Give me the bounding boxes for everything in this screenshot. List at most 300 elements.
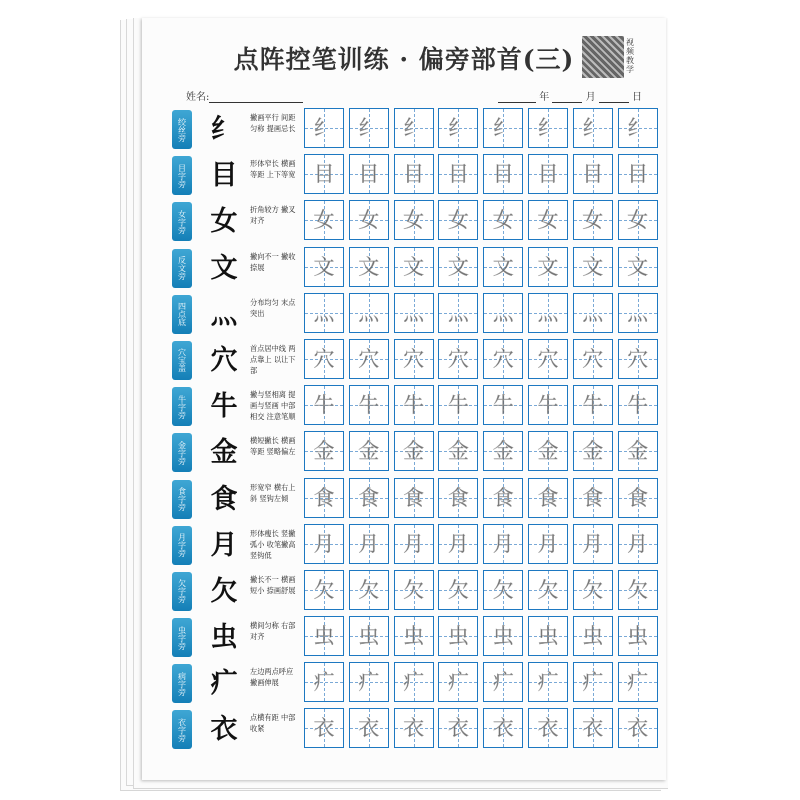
dotted-trace-glyph: 月 [537, 531, 559, 556]
tracing-cell[interactable] [349, 108, 389, 148]
tracing-cell[interactable] [304, 108, 344, 148]
dotted-trace-glyph: 月 [492, 531, 514, 556]
tracing-cell[interactable] [618, 154, 658, 194]
dotted-trace-glyph: 衣 [313, 716, 335, 741]
dotted-trace-glyph: 女 [582, 208, 604, 233]
tracing-cell[interactable] [304, 154, 344, 194]
tracing-cell[interactable] [618, 662, 658, 702]
tracing-cell[interactable] [573, 247, 613, 287]
dotted-trace-glyph: 女 [447, 208, 469, 233]
dotted-trace-glyph: 文 [403, 254, 425, 279]
dotted-trace-glyph: 纟 [358, 116, 380, 140]
dotted-trace-glyph: 金 [492, 439, 514, 464]
page-title: 点阵控笔训练 · 偏旁部首(三) [233, 45, 575, 74]
dotted-trace-glyph: 女 [403, 208, 425, 233]
dotted-trace-glyph: 纟 [627, 116, 649, 140]
radical-name-badge: 食字旁 [172, 480, 192, 519]
tracing-cell[interactable] [528, 431, 568, 471]
dotted-trace-glyph: 灬 [358, 300, 380, 325]
tracing-cell[interactable] [394, 524, 434, 564]
dotted-trace-glyph: 灬 [403, 300, 425, 325]
tracing-cell[interactable] [349, 247, 389, 287]
tracing-cell[interactable] [528, 339, 568, 379]
dotted-trace-glyph: 纟 [403, 116, 425, 140]
name-field[interactable] [186, 88, 303, 103]
dotted-trace-glyph: 穴 [447, 346, 469, 371]
tracing-cell[interactable] [349, 616, 389, 656]
tracing-cell[interactable] [528, 247, 568, 287]
tracing-cell[interactable] [438, 385, 478, 425]
tracing-cell[interactable] [394, 154, 434, 194]
name-line[interactable] [209, 93, 303, 103]
tracing-cell[interactable] [304, 200, 344, 240]
practice-row [168, 569, 649, 615]
dotted-trace-glyph: 目 [492, 162, 514, 187]
tracing-cells [304, 524, 662, 564]
dotted-trace-glyph: 牛 [492, 393, 514, 418]
writing-tip: 形宽窄 横右上斜 竖钩左倾 [250, 482, 296, 503]
tracing-cell[interactable] [394, 247, 434, 287]
tracing-cell[interactable] [618, 200, 658, 240]
tracing-cell[interactable] [438, 247, 478, 287]
tracing-cell[interactable] [304, 524, 344, 564]
dotted-trace-glyph: 纟 [492, 116, 514, 140]
dotted-trace-glyph: 牛 [537, 393, 559, 418]
radical-name-badge: 月字旁 [172, 526, 192, 565]
tracing-cell[interactable] [528, 616, 568, 656]
writing-tip: 形体瘦长 竖撇弧小 收笔撇高 竖钩低 [250, 528, 296, 560]
tracing-cell[interactable] [618, 293, 658, 333]
dotted-trace-glyph: 虫 [403, 624, 425, 649]
tracing-cell[interactable] [349, 339, 389, 379]
radical-name-badge: 四点底 [172, 295, 192, 334]
writing-tip: 撇长不一 横画短小 捺画舒展 [250, 574, 296, 595]
dotted-trace-glyph: 衣 [537, 716, 559, 741]
radical-name-badge: 绞丝旁 [172, 110, 192, 149]
radical-name-badge: 穴宝盖 [172, 341, 192, 380]
tracing-cells [304, 570, 662, 610]
practice-row [168, 707, 649, 753]
tracing-cell[interactable] [573, 662, 613, 702]
dotted-trace-glyph: 食 [582, 485, 604, 510]
practice-row [168, 477, 649, 523]
dotted-trace-glyph: 疒 [492, 670, 514, 695]
practice-row [168, 661, 649, 707]
tracing-cell[interactable] [304, 247, 344, 287]
tracing-cell[interactable] [349, 293, 389, 333]
dotted-trace-glyph: 金 [582, 439, 604, 464]
dotted-trace-glyph: 食 [447, 485, 469, 510]
radical-name-badge: 牛字旁 [172, 387, 192, 426]
tracing-cell[interactable] [573, 431, 613, 471]
practice-row [168, 384, 649, 430]
tracing-cell[interactable] [573, 108, 613, 148]
tracing-cell[interactable] [573, 339, 613, 379]
writing-tip: 分布均匀 末点突出 [250, 297, 296, 318]
dotted-trace-glyph: 穴 [313, 346, 335, 371]
dotted-trace-glyph: 女 [358, 208, 380, 233]
dotted-trace-glyph: 目 [403, 162, 425, 187]
tracing-cell[interactable] [483, 385, 523, 425]
date-field[interactable] [498, 88, 642, 103]
dotted-trace-glyph: 牛 [358, 393, 380, 418]
tracing-cell[interactable] [304, 616, 344, 656]
tracing-cells [304, 708, 662, 748]
tracing-cell[interactable] [483, 478, 523, 518]
tracing-cell[interactable] [394, 385, 434, 425]
tracing-cell[interactable] [483, 339, 523, 379]
dotted-trace-glyph: 穴 [403, 346, 425, 371]
tracing-cell[interactable] [438, 570, 478, 610]
tracing-cells [304, 154, 662, 194]
practice-row [168, 615, 649, 661]
practice-row [168, 153, 649, 199]
dotted-trace-glyph: 疒 [582, 670, 604, 695]
dotted-trace-glyph: 牛 [582, 393, 604, 418]
name-label: 姓名: [186, 92, 210, 103]
dotted-trace-glyph: 疒 [447, 670, 469, 695]
tracing-cell[interactable] [483, 524, 523, 564]
dotted-trace-glyph: 疒 [537, 670, 559, 695]
dotted-trace-glyph: 灬 [537, 300, 559, 325]
dotted-trace-glyph: 文 [582, 254, 604, 279]
dotted-trace-glyph: 穴 [582, 346, 604, 371]
writing-tip: 横间匀称 右部对齐 [250, 621, 296, 642]
dotted-trace-glyph: 虫 [627, 624, 649, 649]
tracing-cells [304, 339, 662, 379]
dotted-trace-glyph: 目 [627, 162, 649, 187]
dotted-trace-glyph: 疒 [627, 670, 649, 695]
tracing-cell[interactable] [438, 616, 478, 656]
tracing-cell[interactable] [618, 431, 658, 471]
tracing-cell[interactable] [573, 570, 613, 610]
tracing-cell[interactable] [394, 200, 434, 240]
radical-name-badge: 女字旁 [172, 202, 192, 241]
dotted-trace-glyph: 目 [537, 162, 559, 187]
tracing-cell[interactable] [438, 524, 478, 564]
tracing-cell[interactable] [618, 247, 658, 287]
model-character: 女 [210, 206, 238, 238]
month-label: 月 [585, 92, 596, 103]
year-line[interactable] [498, 93, 536, 103]
qr-label: 视频教学 [626, 38, 634, 74]
tracing-cells [304, 662, 662, 702]
model-character: 灬 [210, 298, 238, 330]
dotted-trace-glyph: 衣 [447, 716, 469, 741]
dotted-trace-glyph: 衣 [492, 716, 514, 741]
tracing-cell[interactable] [573, 293, 613, 333]
tracing-cell[interactable] [618, 108, 658, 148]
tracing-cell[interactable] [528, 200, 568, 240]
day-label: 日 [631, 92, 642, 103]
dotted-trace-glyph: 虫 [537, 624, 559, 649]
practice-row [168, 292, 649, 338]
dotted-trace-glyph: 女 [627, 208, 649, 233]
tracing-cell[interactable] [394, 570, 434, 610]
tracing-cell[interactable] [394, 108, 434, 148]
tracing-cell[interactable] [349, 708, 389, 748]
dotted-trace-glyph: 文 [447, 254, 469, 279]
tracing-cell[interactable] [394, 616, 434, 656]
tracing-cell[interactable] [438, 478, 478, 518]
tracing-cell[interactable] [304, 478, 344, 518]
tracing-cell[interactable] [483, 616, 523, 656]
dotted-trace-glyph: 食 [403, 485, 425, 510]
tracing-cells [304, 108, 662, 148]
tracing-cell[interactable] [349, 570, 389, 610]
dotted-trace-glyph: 金 [313, 439, 335, 464]
dotted-trace-glyph: 女 [313, 208, 335, 233]
dotted-trace-glyph: 疒 [403, 670, 425, 695]
dotted-trace-glyph: 文 [537, 254, 559, 279]
dotted-trace-glyph: 牛 [627, 393, 649, 418]
writing-tip: 横短撇长 横画等距 竖略偏左 [250, 436, 296, 457]
dotted-trace-glyph: 衣 [403, 716, 425, 741]
tracing-cell[interactable] [349, 385, 389, 425]
tracing-cell[interactable] [528, 293, 568, 333]
model-character: 穴 [210, 344, 238, 376]
model-character: 虫 [210, 622, 238, 654]
tracing-cell[interactable] [304, 293, 344, 333]
tracing-cell[interactable] [483, 247, 523, 287]
dotted-trace-glyph: 文 [358, 254, 380, 279]
tracing-cell[interactable] [349, 431, 389, 471]
radical-name-badge: 金字旁 [172, 433, 192, 472]
tracing-cell[interactable] [394, 662, 434, 702]
month-line[interactable] [552, 93, 582, 103]
tracing-cell[interactable] [304, 431, 344, 471]
tracing-cell[interactable] [394, 293, 434, 333]
tracing-cell[interactable] [528, 154, 568, 194]
tracing-cell[interactable] [438, 154, 478, 194]
tracing-cell[interactable] [618, 385, 658, 425]
tracing-cell[interactable] [483, 570, 523, 610]
model-character: 欠 [210, 575, 238, 607]
tracing-cell[interactable] [349, 524, 389, 564]
tracing-cells [304, 385, 662, 425]
practice-row [168, 523, 649, 569]
writing-tip: 点横有距 中部收紧 [250, 713, 296, 734]
writing-tip: 首点居中线 两点靠上 以让下部 [250, 343, 296, 375]
radical-name-badge: 目字旁 [172, 156, 192, 195]
tracing-cell[interactable] [618, 339, 658, 379]
tracing-cell[interactable] [394, 431, 434, 471]
dotted-trace-glyph: 女 [537, 208, 559, 233]
radical-name-badge: 欠字旁 [172, 572, 192, 611]
tracing-cell[interactable] [528, 478, 568, 518]
tracing-cell[interactable] [304, 385, 344, 425]
tracing-cell[interactable] [483, 200, 523, 240]
tracing-cell[interactable] [528, 662, 568, 702]
dotted-trace-glyph: 金 [403, 439, 425, 464]
practice-row [168, 107, 649, 153]
tracing-cell[interactable] [618, 524, 658, 564]
model-character: 月 [210, 529, 238, 561]
dotted-trace-glyph: 灬 [627, 300, 649, 325]
tracing-cell[interactable] [618, 708, 658, 748]
tracing-cell[interactable] [438, 200, 478, 240]
dotted-trace-glyph: 虫 [447, 624, 469, 649]
tracing-cell[interactable] [394, 339, 434, 379]
dotted-trace-glyph: 灬 [313, 300, 335, 325]
dotted-trace-glyph: 牛 [313, 393, 335, 418]
model-character: 目 [210, 160, 238, 192]
dotted-trace-glyph: 欠 [358, 577, 380, 602]
dotted-trace-glyph: 欠 [403, 577, 425, 602]
model-character: 食 [210, 483, 238, 515]
dotted-trace-glyph: 文 [627, 254, 649, 279]
tracing-cell[interactable] [483, 431, 523, 471]
tracing-cell[interactable] [349, 662, 389, 702]
dotted-trace-glyph: 纟 [313, 116, 335, 140]
dotted-trace-glyph: 衣 [627, 716, 649, 741]
dotted-trace-glyph: 食 [313, 485, 335, 510]
dotted-trace-glyph: 金 [358, 439, 380, 464]
tracing-cell[interactable] [573, 616, 613, 656]
dotted-trace-glyph: 目 [447, 162, 469, 187]
dotted-trace-glyph: 灬 [492, 300, 514, 325]
tracing-cell[interactable] [618, 570, 658, 610]
dotted-trace-glyph: 月 [403, 531, 425, 556]
tracing-cells [304, 616, 662, 656]
tracing-cell[interactable] [528, 708, 568, 748]
tracing-cell[interactable] [528, 570, 568, 610]
dotted-trace-glyph: 文 [492, 254, 514, 279]
dotted-trace-glyph: 纟 [582, 116, 604, 140]
year-label: 年 [539, 92, 550, 103]
dotted-trace-glyph: 虫 [582, 624, 604, 649]
dotted-trace-glyph: 穴 [492, 346, 514, 371]
tracing-cell[interactable] [483, 708, 523, 748]
dotted-trace-glyph: 衣 [582, 716, 604, 741]
tracing-cell[interactable] [304, 708, 344, 748]
tracing-cell[interactable] [438, 293, 478, 333]
dotted-trace-glyph: 灬 [447, 300, 469, 325]
writing-tip: 折角较方 撇叉对齐 [250, 205, 296, 226]
radical-name-badge: 虫字旁 [172, 618, 192, 657]
tracing-cell[interactable] [618, 616, 658, 656]
tracing-cell[interactable] [438, 339, 478, 379]
practice-row [168, 246, 649, 292]
tracing-cell[interactable] [438, 108, 478, 148]
dotted-trace-glyph: 穴 [358, 346, 380, 371]
dotted-trace-glyph: 女 [492, 208, 514, 233]
tracing-cell[interactable] [528, 108, 568, 148]
dotted-trace-glyph: 疒 [313, 670, 335, 695]
tracing-cell[interactable] [349, 154, 389, 194]
dotted-trace-glyph: 虫 [492, 624, 514, 649]
tracing-cell[interactable] [618, 478, 658, 518]
tracing-cells [304, 200, 662, 240]
dotted-trace-glyph: 灬 [582, 300, 604, 325]
dotted-trace-glyph: 食 [492, 485, 514, 510]
tracing-cell[interactable] [438, 431, 478, 471]
writing-tip: 撇与竖相离 提画与竖画 中部相交 注意笔顺 [250, 390, 296, 422]
writing-tip: 左边两点呼应 撇画伸展 [250, 667, 294, 688]
dotted-trace-glyph: 月 [627, 531, 649, 556]
dotted-trace-glyph: 月 [358, 531, 380, 556]
tracing-cell[interactable] [394, 708, 434, 748]
dotted-trace-glyph: 月 [447, 531, 469, 556]
tracing-cell[interactable] [528, 385, 568, 425]
tracing-cells [304, 478, 662, 518]
tracing-cell[interactable] [528, 524, 568, 564]
tracing-cell[interactable] [483, 293, 523, 333]
dotted-trace-glyph: 食 [627, 485, 649, 510]
practice-grid [168, 107, 649, 754]
model-character: 文 [210, 252, 238, 284]
tracing-cell[interactable] [483, 662, 523, 702]
dotted-trace-glyph: 衣 [358, 716, 380, 741]
dotted-trace-glyph: 纟 [447, 116, 469, 140]
writing-tip: 撇向不一 撇收捺展 [250, 251, 296, 272]
dotted-trace-glyph: 牛 [447, 393, 469, 418]
dotted-trace-glyph: 食 [358, 485, 380, 510]
tracing-cell[interactable] [483, 108, 523, 148]
radical-name-badge: 病字旁 [172, 664, 192, 703]
tracing-cells [304, 247, 662, 287]
dotted-trace-glyph: 月 [313, 531, 335, 556]
dotted-trace-glyph: 目 [358, 162, 380, 187]
dotted-trace-glyph: 虫 [313, 624, 335, 649]
model-character: 衣 [210, 714, 238, 746]
dotted-trace-glyph: 欠 [492, 577, 514, 602]
worksheet-page [142, 18, 666, 780]
tracing-cell[interactable] [573, 154, 613, 194]
tracing-cell[interactable] [349, 478, 389, 518]
dotted-trace-glyph: 文 [313, 254, 335, 279]
dotted-trace-glyph: 牛 [403, 393, 425, 418]
tracing-cell[interactable] [573, 478, 613, 518]
tracing-cells [304, 293, 662, 333]
day-line[interactable] [599, 93, 629, 103]
tracing-cell[interactable] [304, 570, 344, 610]
practice-row [168, 199, 649, 245]
tracing-cell[interactable] [304, 339, 344, 379]
dotted-trace-glyph: 金 [447, 439, 469, 464]
tracing-cell[interactable] [573, 200, 613, 240]
tracing-cell[interactable] [573, 708, 613, 748]
dotted-trace-glyph: 纟 [537, 116, 559, 140]
tracing-cell[interactable] [573, 385, 613, 425]
tracing-cell[interactable] [438, 708, 478, 748]
dotted-trace-glyph: 穴 [627, 346, 649, 371]
dotted-trace-glyph: 欠 [537, 577, 559, 602]
dotted-trace-glyph: 月 [582, 531, 604, 556]
dotted-trace-glyph: 虫 [358, 624, 380, 649]
dotted-trace-glyph: 欠 [582, 577, 604, 602]
tracing-cell[interactable] [438, 662, 478, 702]
tracing-cell[interactable] [304, 662, 344, 702]
dotted-trace-glyph: 欠 [447, 577, 469, 602]
model-character: 金 [210, 437, 238, 469]
tracing-cell[interactable] [349, 200, 389, 240]
dotted-trace-glyph: 目 [582, 162, 604, 187]
tracing-cell[interactable] [573, 524, 613, 564]
practice-row [168, 338, 649, 384]
dotted-trace-glyph: 目 [313, 162, 335, 187]
tracing-cell[interactable] [483, 154, 523, 194]
dotted-trace-glyph: 穴 [537, 346, 559, 371]
dotted-trace-glyph: 食 [537, 485, 559, 510]
qr-code-icon[interactable] [582, 36, 624, 78]
tracing-cells [304, 431, 662, 471]
tracing-cell[interactable] [394, 478, 434, 518]
dotted-trace-glyph: 欠 [313, 577, 335, 602]
dotted-trace-glyph: 金 [537, 439, 559, 464]
practice-row [168, 430, 649, 476]
model-character: 牛 [210, 391, 238, 423]
